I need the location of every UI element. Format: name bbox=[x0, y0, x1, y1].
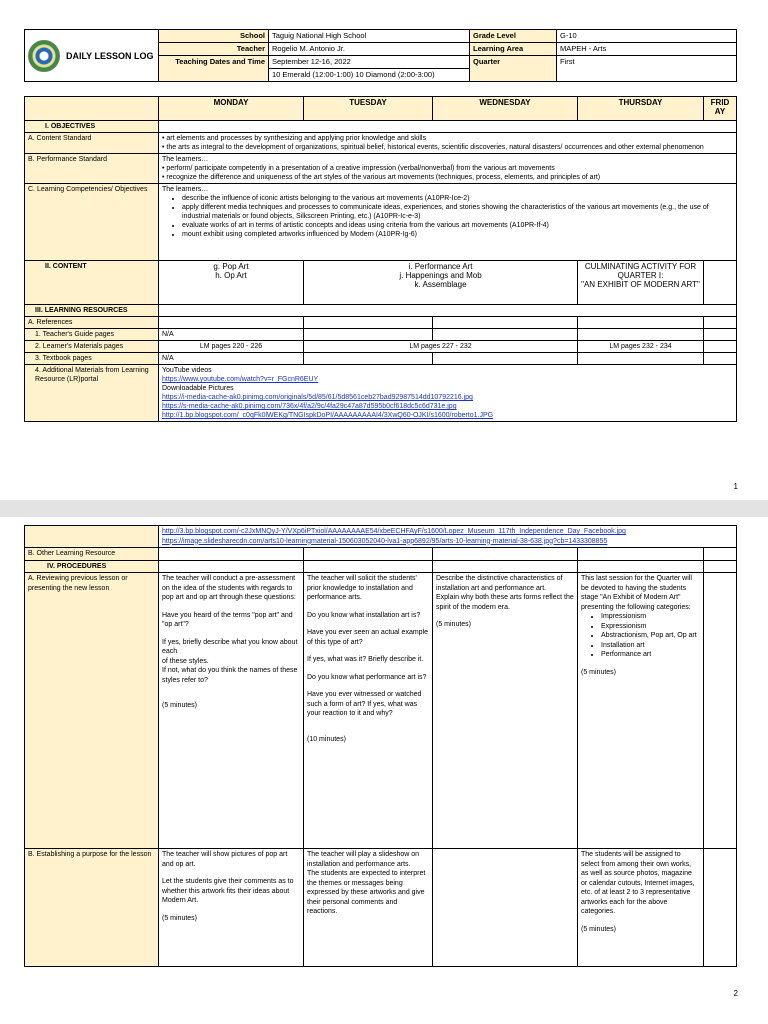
competency-2: • apply different media techniques and processes to communicate ideas, experiences, and stories showing the characteristics of the various art movements (e.g., the use of industrial materials or found objects, Silkscreen Printing, etc.) (A10PR-Ic-e-3) bbox=[182, 203, 733, 221]
day-monday: MONDAY bbox=[159, 97, 304, 121]
purpose-friday bbox=[704, 849, 737, 967]
b-tue-1: The teacher will play a slideshow on installation and performance arts. bbox=[307, 851, 420, 868]
content-happenings: j. Happenings and Mob bbox=[399, 271, 482, 280]
a-wed-2: Explain why both these arts forms reflect the spirit of the modern era. bbox=[436, 594, 574, 611]
performance-standard-2: • recognize the difference and uniqueness of the art styles of the various art movements (techniques, process, elements, and principles of art) bbox=[162, 173, 733, 182]
day-thursday: THURSDAY bbox=[578, 97, 704, 121]
school-value: Taguig National High School bbox=[269, 30, 470, 43]
picture-link-4[interactable]: http://3.bp.blogspot.com/-c2JxMNQyJ-Y/VXp6iPTxiol/AAAAAAAAE54/xbeECHFAyF/s1600/Lopez_Museum_117th_Independence_Day_Facebook.jpg bbox=[162, 528, 626, 535]
content-tuesday bbox=[304, 261, 578, 305]
reviewing-thursday bbox=[578, 573, 704, 849]
area-label: Learning Area bbox=[470, 43, 557, 56]
tb-value: N/A bbox=[159, 353, 304, 365]
tb-thu bbox=[578, 353, 704, 365]
references-wed bbox=[433, 317, 578, 329]
references-fri bbox=[704, 317, 737, 329]
tb-label: 3. Textbook pages bbox=[25, 353, 159, 365]
content-op-art: h. Op Art bbox=[215, 271, 247, 280]
content-title: II. CONTENT bbox=[25, 261, 159, 305]
performance-intro: The learners… bbox=[162, 156, 209, 163]
other-resource-label: B. Other Learning Resource bbox=[25, 548, 159, 561]
a-wed-3: (5 minutes) bbox=[436, 621, 472, 628]
proc-fri bbox=[704, 560, 737, 573]
culminating-subtitle: "AN EXHIBIT OF MODERN ART" bbox=[581, 280, 700, 289]
more-links bbox=[159, 526, 737, 548]
page-2 bbox=[0, 517, 768, 1024]
b-mon-3: (5 minutes) bbox=[162, 914, 198, 922]
tg-thu bbox=[578, 329, 704, 341]
tb-wed bbox=[433, 353, 578, 365]
content-monday bbox=[159, 261, 304, 305]
additional-materials-label: 4. Additional Materials from Learning Resource (LR)portal bbox=[25, 365, 159, 422]
lm-tuesday: LM pages 227 - 232 bbox=[304, 341, 578, 353]
page-separator bbox=[0, 500, 768, 517]
dates-line-2: 10 Emerald (12:00-1:00) 10 Diamond (2:00-3:00) bbox=[269, 69, 470, 82]
a-tue-6: Have you ever witnessed or watched such a form of art? If yes, what was your reaction to it and why? bbox=[307, 691, 422, 717]
grade-label: Grade Level bbox=[470, 30, 557, 43]
teacher-value: Rogelio M. Antonio Jr. bbox=[269, 43, 470, 56]
category-abstractionism: • Abstractionism, Pop art, Op art bbox=[601, 631, 700, 641]
reviewing-friday bbox=[704, 573, 737, 849]
a-tue-5: Do you know what performance art is? bbox=[307, 673, 427, 681]
b-thu-2: (5 minutes) bbox=[581, 925, 617, 933]
a-thu-2: (5 minutes) bbox=[581, 668, 617, 676]
content-friday bbox=[704, 261, 737, 305]
a-tue-1: The teacher will solicit the students' prior knowledge to installation and performance arts. bbox=[307, 575, 417, 601]
other-fri bbox=[704, 548, 737, 561]
a-wed-1: Describe the distinctive characteristics of installation art and performance art. bbox=[436, 575, 563, 592]
content-standard-label: A. Content Standard bbox=[25, 133, 159, 154]
additional-materials bbox=[159, 365, 737, 422]
purpose-wednesday bbox=[433, 849, 578, 967]
reviewing-monday bbox=[159, 573, 304, 849]
content-thursday bbox=[578, 261, 704, 305]
a-thu-1: This last session for the Quarter will be devoted to having the students stage "An Exhibit of Modern Art" presenting the following categories: bbox=[581, 575, 692, 611]
proc-tue bbox=[304, 560, 433, 573]
reviewing-label: A. Reviewing previous lesson or presenting the new lesson bbox=[25, 573, 159, 849]
a-mon-5: If not, what do you think the names of these styles refer to? bbox=[162, 667, 298, 684]
other-mon bbox=[159, 548, 304, 561]
purpose-monday bbox=[159, 849, 304, 967]
doc-title: DAILY LESSON LOG bbox=[66, 50, 154, 61]
proc-mon bbox=[159, 560, 304, 573]
b-tue-2: The students are expected to interpret the themes or messages being expressed by these artworks and give their personal comments and reactions. bbox=[307, 870, 426, 915]
reviewing-tuesday bbox=[304, 573, 433, 849]
tg-fri bbox=[704, 329, 737, 341]
category-performance: • Performance art bbox=[601, 650, 700, 660]
corner-cell bbox=[25, 97, 159, 121]
competency-4: • mount exhibit using completed artworks influenced by Modern (A10PR-Ig-6) bbox=[182, 230, 733, 239]
competencies-intro: The learners… bbox=[162, 186, 209, 193]
other-wed bbox=[433, 548, 578, 561]
content-pop-art: g. Pop Art bbox=[213, 262, 249, 271]
purpose-tuesday bbox=[304, 849, 433, 967]
culminating-title: CULMINATING ACTIVITY FOR QUARTER I: bbox=[584, 262, 697, 280]
competencies-label: C. Learning Competencies/ Objectives bbox=[25, 184, 159, 261]
tg-tue bbox=[304, 329, 433, 341]
performance-standard-1: • perform/ participate competently in a presentation of a creative impression (verbal/nonverbal) from the various art movements bbox=[162, 164, 733, 173]
lm-label: 2. Learner's Materials pages bbox=[25, 341, 159, 353]
content-performance-art: i. Performance Art bbox=[408, 262, 473, 271]
day-friday: FRID AY bbox=[704, 97, 737, 121]
competency-3: • evaluate works of art in terms of artistic concepts and ideas using criteria from the various art movements (A10PR-If-4) bbox=[182, 221, 733, 230]
grade-value: G-10 bbox=[557, 30, 737, 43]
picture-link-3[interactable]: http://1.bp.blogspot.com/_c0qFk0lWEKg/TNGIspkDoPI/AAAAAAAAAI4/3XwQ60-OJKI/s1600/roberto1.JPG bbox=[162, 412, 494, 419]
content-standard bbox=[159, 133, 737, 154]
picture-link-1[interactable]: https://i-media-cache-ak0.pinimg.com/originals/5d/85/61/5d8561ceb27bad92987514dd10792216.jpg bbox=[162, 394, 473, 401]
tg-value: N/A bbox=[159, 329, 304, 341]
content-standard-2: • the arts as integral to the development of organizations, spiritual belief, historical events, scientific discoveries, natural disasters/ occurrences and other external phenomenon bbox=[162, 143, 733, 152]
a-mon-6: (5 minutes) bbox=[162, 702, 198, 709]
references-mon bbox=[159, 317, 304, 329]
teacher-label: Teacher bbox=[159, 43, 269, 56]
page-number-2: 2 bbox=[733, 989, 738, 998]
day-wednesday: WEDNESDAY bbox=[433, 97, 578, 121]
lm-monday: LM pages 220 - 226 bbox=[159, 341, 304, 353]
category-installation: • Installation art bbox=[601, 641, 700, 651]
objectives-spacer bbox=[159, 121, 737, 133]
day-tuesday: TUESDAY bbox=[304, 97, 433, 121]
reviewing-wednesday bbox=[433, 573, 578, 849]
links-spacer-label bbox=[25, 526, 159, 548]
school-label: School bbox=[159, 30, 269, 43]
proc-thu bbox=[578, 560, 704, 573]
performance-standard bbox=[159, 154, 737, 184]
pictures-label: Downloadable Pictures bbox=[162, 385, 234, 392]
purpose-thursday bbox=[578, 849, 704, 967]
references-thu bbox=[578, 317, 704, 329]
a-tue-7: (10 minutes) bbox=[307, 735, 346, 743]
picture-link-5[interactable]: https://image.slidesharecdn.com/arts10-learningmaterial-150603052040-lva1-app6892/95/arts-10-learning-material-38-638.jpg?cb=1433308855 bbox=[162, 537, 608, 545]
content-assemblage: k. Assemblage bbox=[414, 280, 467, 289]
logo-cell bbox=[25, 30, 159, 82]
tb-fri bbox=[704, 353, 737, 365]
a-mon-4: of these styles. bbox=[162, 657, 209, 665]
b-mon-2: Let the students give their comments as to whether this artwork fits their ideas about Modern Art. bbox=[162, 878, 294, 904]
resources-spacer bbox=[159, 305, 737, 317]
category-expressionism: • Expressionism bbox=[601, 622, 700, 632]
competencies bbox=[159, 184, 737, 261]
quarter-value: First bbox=[557, 56, 737, 82]
b-thu-1: The students will be assigned to select from among their own works, as well as source photos, magazine or calendar cutouts, Internet images, etc. of at least 2 to 3 representative artworks each for the above categories. bbox=[581, 851, 695, 915]
a-mon-1: The teacher will conduct a pre-assessment on the idea of the students with regards to pop art and op art through these questions: bbox=[162, 575, 296, 601]
dates-line-1: September 12-16, 2022 bbox=[269, 56, 470, 69]
picture-link-2[interactable]: https://s-media-cache-ak0.pinimg.com/736x/4f/a2/9c/4fa29c47a87d595b0cf618dc5c6d731e.jpg bbox=[162, 403, 457, 410]
a-mon-2: Have you heard of the terms "pop art" and "op art"? bbox=[162, 611, 293, 628]
lm-thursday: LM pages 232 - 234 bbox=[578, 341, 704, 353]
objectives-title: I. OBJECTIVES bbox=[25, 121, 159, 133]
page-1 bbox=[0, 0, 768, 500]
other-tue bbox=[304, 548, 433, 561]
youtube-label: YouTube videos bbox=[162, 367, 212, 374]
a-tue-2: Do you know what installation art is? bbox=[307, 611, 421, 619]
tg-label: 1. Teacher's Guide pages bbox=[25, 329, 159, 341]
a-mon-3: If yes, briefly describe what you know about each bbox=[162, 638, 298, 655]
references-label: A. References bbox=[25, 317, 159, 329]
lesson-table-p2 bbox=[24, 525, 737, 967]
quarter-label: Quarter bbox=[470, 56, 557, 82]
performance-standard-label: B. Performance Standard bbox=[25, 154, 159, 184]
a-tue-3: Have you ever seen an actual example of this type of art? bbox=[307, 629, 429, 646]
lm-fri bbox=[704, 341, 737, 353]
purpose-label: B. Establishing a purpose for the lesson bbox=[25, 849, 159, 967]
proc-wed bbox=[433, 560, 578, 573]
procedures-title: IV. PROCEDURES bbox=[25, 560, 159, 573]
youtube-link[interactable]: https://www.youtube.com/watch?v=r_FGcnR6EUY bbox=[162, 376, 319, 383]
deped-seal-icon bbox=[28, 40, 60, 72]
a-tue-4: If yes, what was it? Briefly describe it. bbox=[307, 656, 424, 663]
category-impressionism: • Impressionism bbox=[601, 612, 700, 622]
resources-title: III. LEARNING RESOURCES bbox=[25, 305, 159, 317]
dates-label: Teaching Dates and Time bbox=[159, 56, 269, 82]
competency-1: • describe the influence of iconic artists belonging to the various art movements (A10PR-Ice-2) bbox=[182, 194, 733, 203]
lesson-table-p1 bbox=[24, 96, 737, 422]
other-thu bbox=[578, 548, 704, 561]
content-standard-1: • art elements and processes by synthesizing and applying prior knowledge and skills bbox=[162, 134, 733, 143]
references-tue bbox=[304, 317, 433, 329]
tg-wed bbox=[433, 329, 578, 341]
tb-tue bbox=[304, 353, 433, 365]
area-value: MAPEH - Arts bbox=[557, 43, 737, 56]
header-table bbox=[24, 29, 737, 82]
b-mon-1: The teacher will show pictures of pop art and op art. bbox=[162, 851, 288, 868]
page-number-1: 1 bbox=[733, 482, 738, 491]
